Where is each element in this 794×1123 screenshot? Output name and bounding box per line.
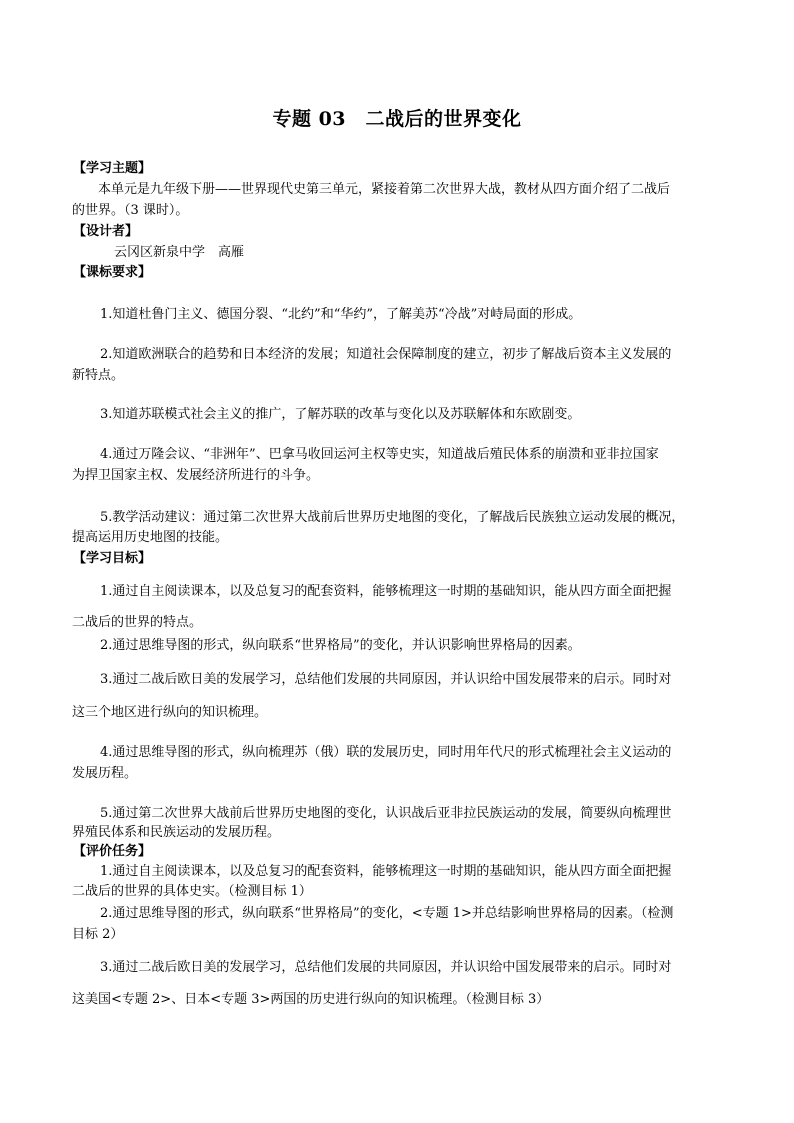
- objective-item-cont: 这三个地区进行纵向的知识梳理。: [72, 705, 268, 720]
- objectives-heading: 【学习目标】: [73, 551, 152, 566]
- curriculum-item: 4.通过万隆会议、“非洲年”、巴拿马收回运河主权等史实，知道战后殖民体系的崩溃和亚非拉国家: [100, 447, 659, 462]
- objective-item: 3.通过二战后欧日美的发展学习，总结他们发展的共同原因，并认识给中国发展带来的启示。同时对: [100, 672, 672, 687]
- evaluation-item-cont: 目标 2）: [72, 927, 124, 942]
- objective-item-cont: 发展历程。: [72, 766, 138, 781]
- designer-name: 云冈区新泉中学 高雁: [114, 245, 245, 260]
- study-topic-heading: 【学习主题】: [73, 161, 152, 176]
- curriculum-item-cont: 新特点。: [72, 368, 125, 383]
- objective-item: 1.通过自主阅读课本，以及总复习的配套资料，能够梳理这一时期的基础知识，能从四方面全面把握: [100, 584, 672, 599]
- curriculum-item: 1.知道杜鲁门主义、德国分裂、“北约”和“华约”，了解美苏“冷战”对峙局面的形成。: [100, 307, 582, 322]
- evaluation-item: 1.通过自主阅读课本，以及总复习的配套资料，能够梳理这一时期的基础知识，能从四方面全面把握: [100, 864, 672, 879]
- study-topic-line: 的世界。（3 课时）。: [72, 203, 189, 218]
- evaluation-item-cont: 二战后的世界的具体史实。（检测目标 1）: [72, 884, 312, 899]
- designer-heading: 【设计者】: [73, 224, 139, 239]
- evaluation-item-cont: 这美国<专题 2>、日本<专题 3>两国的历史进行纵向的知识梳理。（检测目标 3）: [72, 992, 550, 1007]
- curriculum-item: 5.教学活动建议：通过第二次世界大战前后世界历史地图的变化，了解战后民族独立运动发展的概况，: [100, 510, 685, 525]
- curriculum-item: 3.知道苏联模式社会主义的推广，了解苏联的改革与变化以及苏联解体和东欧剧变。: [100, 407, 581, 422]
- page-title: 专题 03 二战后的世界变化: [272, 108, 522, 130]
- objective-item: 5.通过第二次世界大战前后世界历史地图的变化，认识战后亚非拉民族运动的发展，简要纵向梳理世: [100, 806, 672, 821]
- objective-item-cont: 二战后的世界的特点。: [72, 615, 203, 630]
- objective-item: 2.通过思维导图的形式，纵向联系“世界格局”的变化，并认识影响世界格局的因素。: [100, 638, 581, 653]
- evaluation-heading: 【评价任务】: [73, 844, 152, 859]
- curriculum-item: 2.知道欧洲联合的趋势和日本经济的发展；知道社会保障制度的建立，初步了解战后资本主义发展的: [100, 347, 672, 362]
- objective-item: 4.通过思维导图的形式，纵向梳理苏（俄）联的发展历史，同时用年代尺的形式梳理社会主义运动的: [100, 745, 672, 760]
- evaluation-item: 2.通过思维导图的形式，纵向联系“世界格局”的变化，<专题 1>并总结影响世界格局的因素。（检测: [100, 906, 674, 921]
- curriculum-heading: 【课标要求】: [73, 265, 152, 280]
- objective-item-cont: 界殖民体系和民族运动的发展历程。: [72, 825, 281, 840]
- curriculum-item-cont: 为捍卫国家主权、发展经济所进行的斗争。: [72, 468, 320, 483]
- evaluation-item: 3.通过二战后欧日美的发展学习，总结他们发展的共同原因，并认识给中国发展带来的启示。同时对: [100, 960, 672, 975]
- study-topic-line: 本单元是九年级下册——世界现代史第三单元，紧接着第二次世界大战，教材从四方面介绍了二战后: [98, 182, 671, 197]
- curriculum-item-cont: 提高运用历史地图的技能。: [72, 530, 229, 545]
